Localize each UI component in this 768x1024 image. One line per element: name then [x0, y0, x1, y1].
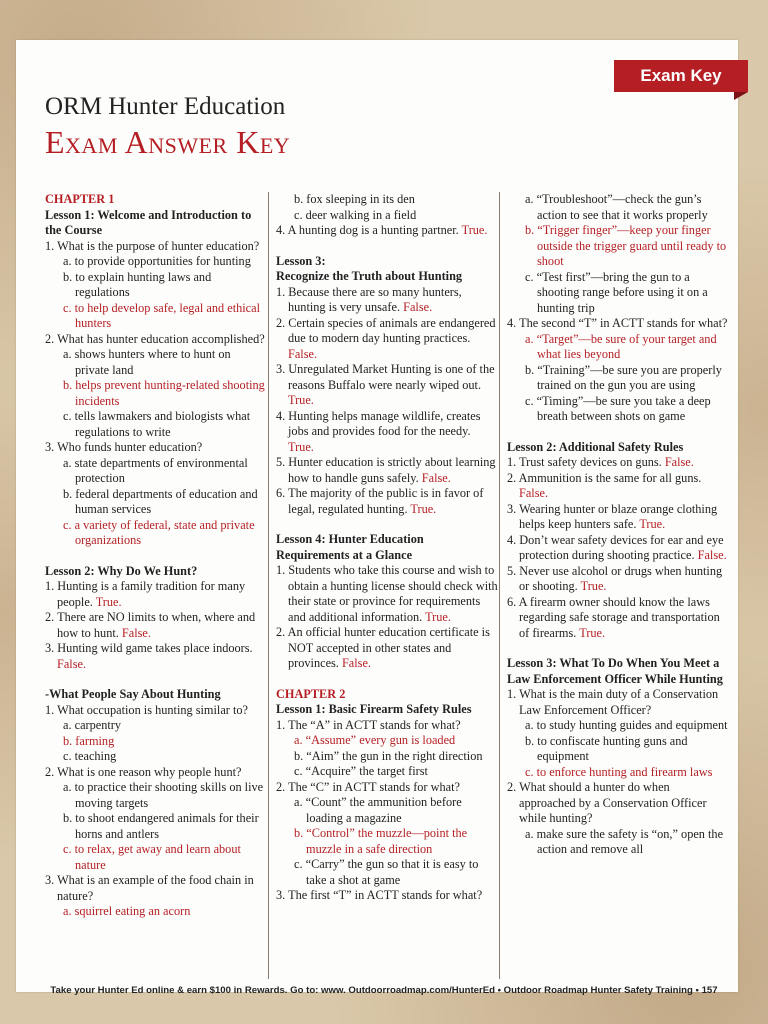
item-text: 1. Students who take this course and wish to obtain a hunting license should check with their state or province for requirements and additional information.: [276, 563, 498, 624]
answer-text: False.: [664, 455, 694, 469]
answer-option: [507, 223, 729, 270]
spacer: [276, 517, 498, 532]
item-text: Lesson 1: Basic Firearm Safety Rules: [276, 702, 472, 716]
item-text: c. a variety of federal, state and private organizations: [63, 517, 255, 547]
item-text: 2. The “C” in ACTT stands for what?: [276, 779, 460, 794]
question: [276, 362, 498, 409]
item-text: 5. Hunter education is strictly about learning how to handle guns safely.: [276, 455, 496, 485]
chapter-heading: [276, 687, 498, 703]
item-text: b. farming: [63, 733, 115, 748]
answer-option: [507, 718, 729, 734]
answer-option: [276, 795, 498, 826]
spacer: [276, 239, 498, 254]
question: [45, 765, 267, 781]
item-text: 4. A hunting dog is a hunting partner.: [276, 223, 459, 237]
answer-option: [45, 487, 267, 518]
item-text: a. make sure the safety is “on,” open the action and remove all: [525, 826, 724, 856]
item-text: 3. Wearing hunter or blaze orange clothing helps keep hunters safe.: [507, 501, 718, 531]
answer-option: [45, 842, 267, 873]
answer-option: [507, 192, 729, 223]
question: [45, 610, 267, 641]
question: [45, 239, 267, 255]
question: [45, 873, 267, 904]
question: [276, 409, 498, 456]
lesson-heading: [45, 687, 267, 703]
answer-option: [507, 734, 729, 765]
answer-text: False.: [57, 656, 87, 671]
question: [276, 563, 498, 625]
answer-option: [45, 518, 267, 549]
item-text: b. “Control” the muzzle—point the muzzle in a safe direction: [294, 826, 468, 856]
lesson-heading: [45, 564, 267, 580]
answer-text: False.: [519, 486, 549, 500]
item-text: a. to practice their shooting skills on live moving targets: [63, 780, 264, 810]
answer-text: True.: [288, 439, 314, 454]
item-text: b. “Trigger finger”—keep your finger outside the trigger guard until ready to shoot: [525, 223, 727, 268]
footer-text: Take your Hunter Ed online & earn $100 in Rewards. Go to: www. Outdoorroadmap.com/HunterEd • Outdoor Roadmap Hunter Safety Training • 157: [50, 985, 718, 996]
page-subtitle: Exam Answer Key: [45, 124, 291, 160]
question: [507, 316, 729, 332]
question: [276, 285, 498, 316]
answer-text: True.: [410, 501, 437, 516]
item-text: 1. Hunting is a family tradition for many people.: [45, 579, 246, 609]
item-text: b. to explain hunting laws and regulations: [63, 269, 212, 299]
item-text: 2. There are NO limits to when, where and how to hunt.: [45, 610, 256, 640]
item-text: Lesson 1: Welcome and Introduction to the Course: [45, 207, 252, 237]
column-3: [507, 192, 729, 858]
answer-option: [276, 749, 498, 765]
item-text: b. to shoot endangered animals for their horns and antlers: [63, 811, 259, 841]
item-text: a. carpentry: [63, 718, 122, 732]
question: [276, 718, 498, 734]
item-text: c. “Timing”—be sure you take a deep breath between shots on game: [525, 393, 711, 423]
item-text: 4. Don’t wear safety devices for ear and eye protection during shooting practice.: [507, 532, 724, 562]
question: [507, 502, 729, 533]
item-text: c. tells lawmakers and biologists what regulations to write: [63, 409, 251, 439]
question: [276, 223, 498, 239]
item-text: 1. Trust safety devices on guns.: [507, 455, 662, 469]
answer-option: [507, 765, 729, 781]
question: [45, 332, 267, 348]
item-text: 2. What should a hunter do when approached by a Conservation Officer while hunting?: [507, 780, 707, 825]
item-text: c. to relax, get away and learn about nature: [63, 842, 241, 872]
item-text: c. teaching: [63, 749, 117, 763]
question: [276, 888, 498, 904]
spacer: [276, 672, 498, 687]
item-text: a. to provide opportunities for hunting: [63, 254, 251, 268]
answer-text: True.: [461, 223, 488, 237]
column-1: [45, 192, 267, 920]
column-divider: [499, 192, 500, 979]
item-text: a. “Troubleshoot”—check the gun’s action to see that it works properly: [525, 192, 708, 222]
item-text: 3. What is an example of the food chain in nature?: [45, 873, 254, 903]
item-text: 6. The majority of the public is in favor of legal, regulated hunting.: [276, 486, 484, 516]
answer-text: False.: [421, 470, 451, 485]
answer-text: False.: [697, 548, 727, 562]
lesson-heading: [45, 208, 267, 239]
item-text: a. “Count” the ammunition before loading a magazine: [294, 795, 462, 825]
item-text: Lesson 3: What To Do When You Meet a Law Enforcement Officer While Hunting: [507, 656, 723, 686]
answer-option: [45, 811, 267, 842]
answer-option: [45, 347, 267, 378]
item-text: Recognize the Truth about Hunting: [276, 269, 463, 283]
question: [507, 471, 729, 502]
lesson-heading: [276, 269, 498, 285]
answer-option: [45, 301, 267, 332]
spacer: [45, 672, 267, 687]
item-text: Lesson 2: Additional Safety Rules: [507, 439, 684, 454]
question: [276, 486, 498, 517]
item-text: CHAPTER 1: [45, 192, 115, 206]
item-text: -What People Say About Hunting: [45, 687, 221, 701]
question: [507, 533, 729, 564]
answer-option: [507, 394, 729, 425]
item-text: 3. Who funds hunter education?: [45, 440, 203, 454]
item-text: 2. What is one reason why people hunt?: [45, 764, 242, 779]
item-text: c. “Carry” the gun so that it is easy to take a shot at game: [294, 857, 479, 887]
answer-option: [276, 208, 498, 224]
item-text: 4. The second “T” in ACTT stands for what?: [507, 316, 728, 330]
item-text: 4. Hunting helps manage wildlife, creates jobs and provides food for the needy.: [276, 408, 481, 438]
answer-text: False.: [121, 625, 151, 640]
spacer: [45, 549, 267, 564]
item-text: a. “Target”—be sure of your target and what lies beyond: [525, 331, 717, 361]
item-text: b. to confiscate hunting guns and equipment: [525, 733, 688, 763]
item-text: b. “Training”—be sure you are properly trained on the gun you are using: [525, 362, 722, 392]
answer-option: [276, 764, 498, 780]
answer-option: [507, 363, 729, 394]
question: [507, 564, 729, 595]
item-text: c. deer walking in a field: [294, 207, 417, 222]
item-text: 3. Unregulated Market Hunting is one of the reasons Buffalo were nearly wiped out.: [276, 362, 495, 392]
item-text: c. “Acquire” the target first: [294, 764, 428, 778]
question: [507, 455, 729, 471]
answer-option: [276, 733, 498, 749]
item-text: 3. Hunting wild game takes place indoors.: [45, 641, 253, 655]
item-text: 1. What occupation is hunting similar to?: [45, 702, 248, 717]
lesson-heading: [507, 656, 729, 687]
answer-option: [45, 409, 267, 440]
item-text: b. fox sleeping in its den: [294, 192, 415, 206]
question: [276, 316, 498, 363]
item-text: a. to study hunting guides and equipment: [525, 718, 728, 732]
answer-option: [45, 718, 267, 734]
question: [45, 641, 267, 672]
item-text: c. to enforce hunting and firearm laws: [525, 764, 713, 779]
question: [45, 579, 267, 610]
item-text: Lesson 4: Hunter Education Requirements at a Glance: [276, 532, 424, 562]
item-text: 6. A firearm owner should know the laws regarding safe storage and transportation of firearms.: [507, 594, 720, 640]
item-text: 2. Ammunition is the same for all guns.: [507, 470, 702, 485]
item-text: 1. What is the purpose of hunter education?: [45, 238, 260, 253]
item-text: Lesson 2: Why Do We Hunt?: [45, 563, 198, 578]
question: [507, 687, 729, 718]
question: [276, 455, 498, 486]
answer-text: True.: [95, 594, 122, 609]
item-text: a. shows hunters where to hunt on private land: [63, 347, 231, 377]
question: [45, 440, 267, 456]
answer-option: [45, 780, 267, 811]
answer-option: [507, 270, 729, 317]
item-text: 1. The “A” in ACTT stands for what?: [276, 717, 461, 732]
item-text: 3. The first “T” in ACTT stands for what?: [276, 888, 483, 902]
answer-option: [507, 332, 729, 363]
exam-key-tab: Exam Key: [614, 60, 748, 92]
answer-option: [45, 749, 267, 765]
item-text: a. squirrel eating an acorn: [63, 904, 191, 918]
answer-option: [276, 857, 498, 888]
lesson-heading: [276, 254, 498, 270]
answer-option: [507, 827, 729, 858]
answer-text: False.: [288, 346, 318, 361]
column-2: [276, 192, 498, 904]
answer-text: True.: [639, 517, 666, 531]
item-text: 1. What is the main duty of a Conservation Law Enforcement Officer?: [507, 687, 719, 717]
question: [276, 780, 498, 796]
answer-option: [45, 270, 267, 301]
lesson-heading: [276, 532, 498, 563]
page-title: ORM Hunter Education: [45, 93, 286, 120]
answer-text: True.: [425, 609, 451, 624]
answer-option: [45, 734, 267, 750]
answer-text: False.: [403, 300, 433, 314]
answer-option: [276, 826, 498, 857]
item-text: a. state departments of environmental protection: [63, 455, 248, 485]
item-text: 2. An official hunter education certificate is NOT accepted in other states and provinces.: [276, 625, 490, 670]
item-text: c. “Test first”—bring the gun to a shooting range before using it on a hunting trip: [525, 269, 708, 315]
spacer: [507, 425, 729, 440]
answer-text: True.: [580, 579, 607, 593]
spacer: [507, 641, 729, 656]
chapter-heading: [45, 192, 267, 208]
answer-option: [45, 904, 267, 920]
answer-option: [45, 254, 267, 270]
answer-text: True.: [288, 393, 314, 407]
item-text: b. helps prevent hunting-related shooting incidents: [63, 378, 265, 408]
item-text: CHAPTER 2: [276, 686, 346, 701]
column-divider: [268, 192, 269, 979]
question: [45, 703, 267, 719]
question: [507, 780, 729, 827]
lesson-heading: [507, 440, 729, 456]
question: [276, 625, 498, 672]
answer-text: True.: [579, 625, 606, 640]
item-text: a. “Assume” every gun is loaded: [294, 733, 456, 747]
item-text: 1. Because there are so many hunters, hunting is very unsafe.: [276, 284, 462, 314]
lesson-heading: [276, 702, 498, 718]
item-text: 2. What has hunter education accomplished?: [45, 331, 265, 346]
item-text: b. federal departments of education and human services: [63, 486, 258, 516]
answer-text: False.: [341, 656, 371, 670]
item-text: c. to help develop safe, legal and ethical hunters: [63, 300, 261, 330]
answer-option: [276, 192, 498, 208]
item-text: Lesson 3:: [276, 253, 326, 268]
item-text: 2. Certain species of animals are endangered due to modern day hunting practices.: [276, 315, 496, 345]
item-text: b. “Aim” the gun in the right direction: [294, 748, 483, 763]
question: [507, 595, 729, 642]
answer-option: [45, 456, 267, 487]
answer-option: [45, 378, 267, 409]
item-text: 5. Never use alcohol or drugs when hunting or shooting.: [507, 563, 723, 593]
